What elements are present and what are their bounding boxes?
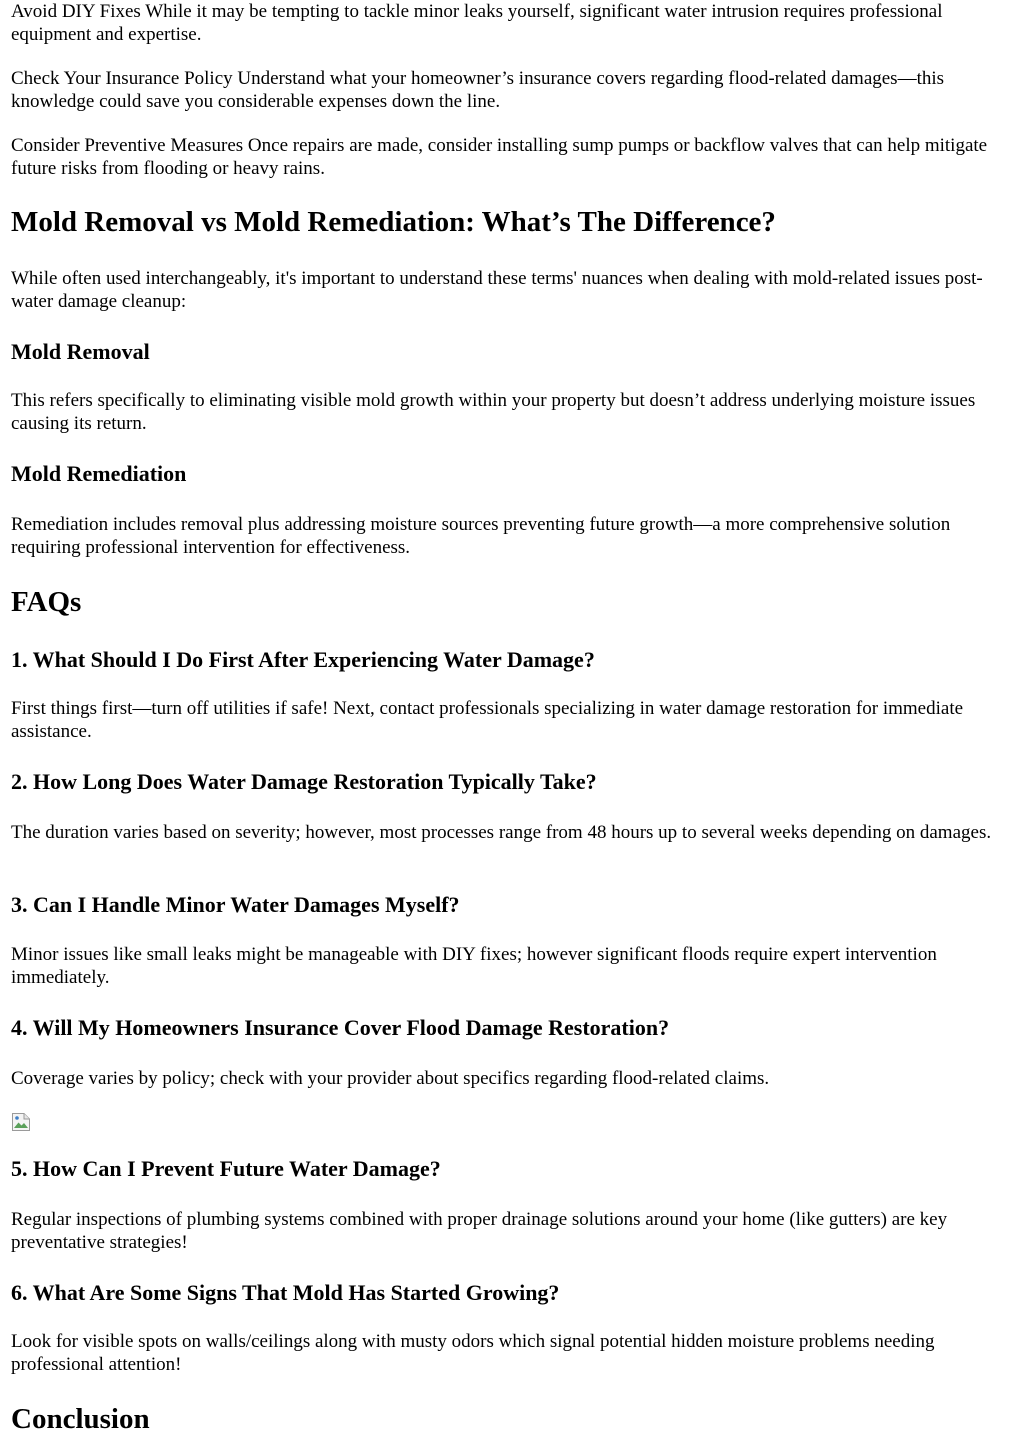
- faq-answer: Regular inspections of plumbing systems combined with proper drainage solutions around your home (like gutters) are key preventative strategies!: [11, 1209, 948, 1253]
- faq-answer: Coverage varies by policy; check with your provider about specifics regarding flood-related claims.: [11, 1068, 770, 1089]
- faq-question: 4. Will My Homeowners Insurance Cover Flood Damage Restoration?: [11, 1015, 670, 1040]
- mold-removal-text: This refers specifically to eliminating visible mold growth within your property but doesn’t address underlying moisture issues causing its return.: [11, 390, 976, 434]
- paragraph-check-insurance: Check Your Insurance Policy Understand what your homeowner’s insurance covers regarding flood-related damages—this knowledge could save you considerable expenses down the line.: [11, 68, 945, 112]
- mold-remediation-text: Remediation includes removal plus addressing moisture sources preventing future growth—a more comprehensive solution requiring professional intervention for effectiveness.: [11, 514, 951, 558]
- faq-answer: Look for visible spots on walls/ceilings along with musty odors which signal potential hidden moisture problems needing professional attention!: [11, 1331, 935, 1375]
- faq-question: 1. What Should I Do First After Experiencing Water Damage?: [11, 647, 595, 672]
- broken-image-icon: [11, 1112, 31, 1132]
- mold-section-heading: Mold Removal vs Mold Remediation: What’s The Difference?: [11, 206, 776, 238]
- mold-removal-heading: Mold Removal: [11, 339, 150, 364]
- faq-question: 6. What Are Some Signs That Mold Has Started Growing?: [11, 1280, 560, 1305]
- faq-question: 2. How Long Does Water Damage Restoration Typically Take?: [11, 769, 597, 794]
- faq-question: 5. How Can I Prevent Future Water Damage?: [11, 1156, 441, 1181]
- faqs-heading: FAQs: [11, 586, 82, 618]
- faq-answer: The duration varies based on severity; however, most processes range from 48 hours up to several weeks depending on damages.: [11, 822, 992, 843]
- paragraph-preventive-measures: Consider Preventive Measures Once repairs are made, consider installing sump pumps or backflow valves that can help mitigate future risks from flooding or heavy rains.: [11, 135, 988, 179]
- faq-answer: Minor issues like small leaks might be manageable with DIY fixes; however significant floods require expert intervention immediately.: [11, 944, 937, 988]
- conclusion-heading: Conclusion: [11, 1403, 150, 1435]
- mold-remediation-heading: Mold Remediation: [11, 461, 187, 486]
- paragraph-avoid-diy: Avoid DIY Fixes While it may be tempting to tackle minor leaks yourself, significant water intrusion requires professional equipment and expertise.: [11, 1, 943, 45]
- faq-answer: First things first—turn off utilities if safe! Next, contact professionals specializing in water damage restoration for immediate assistance.: [11, 698, 964, 742]
- mold-section-intro: While often used interchangeably, it's important to understand these terms' nuances when dealing with mold-related issues post-water damage cleanup:: [11, 268, 983, 312]
- faq-question: 3. Can I Handle Minor Water Damages Myself?: [11, 892, 460, 917]
